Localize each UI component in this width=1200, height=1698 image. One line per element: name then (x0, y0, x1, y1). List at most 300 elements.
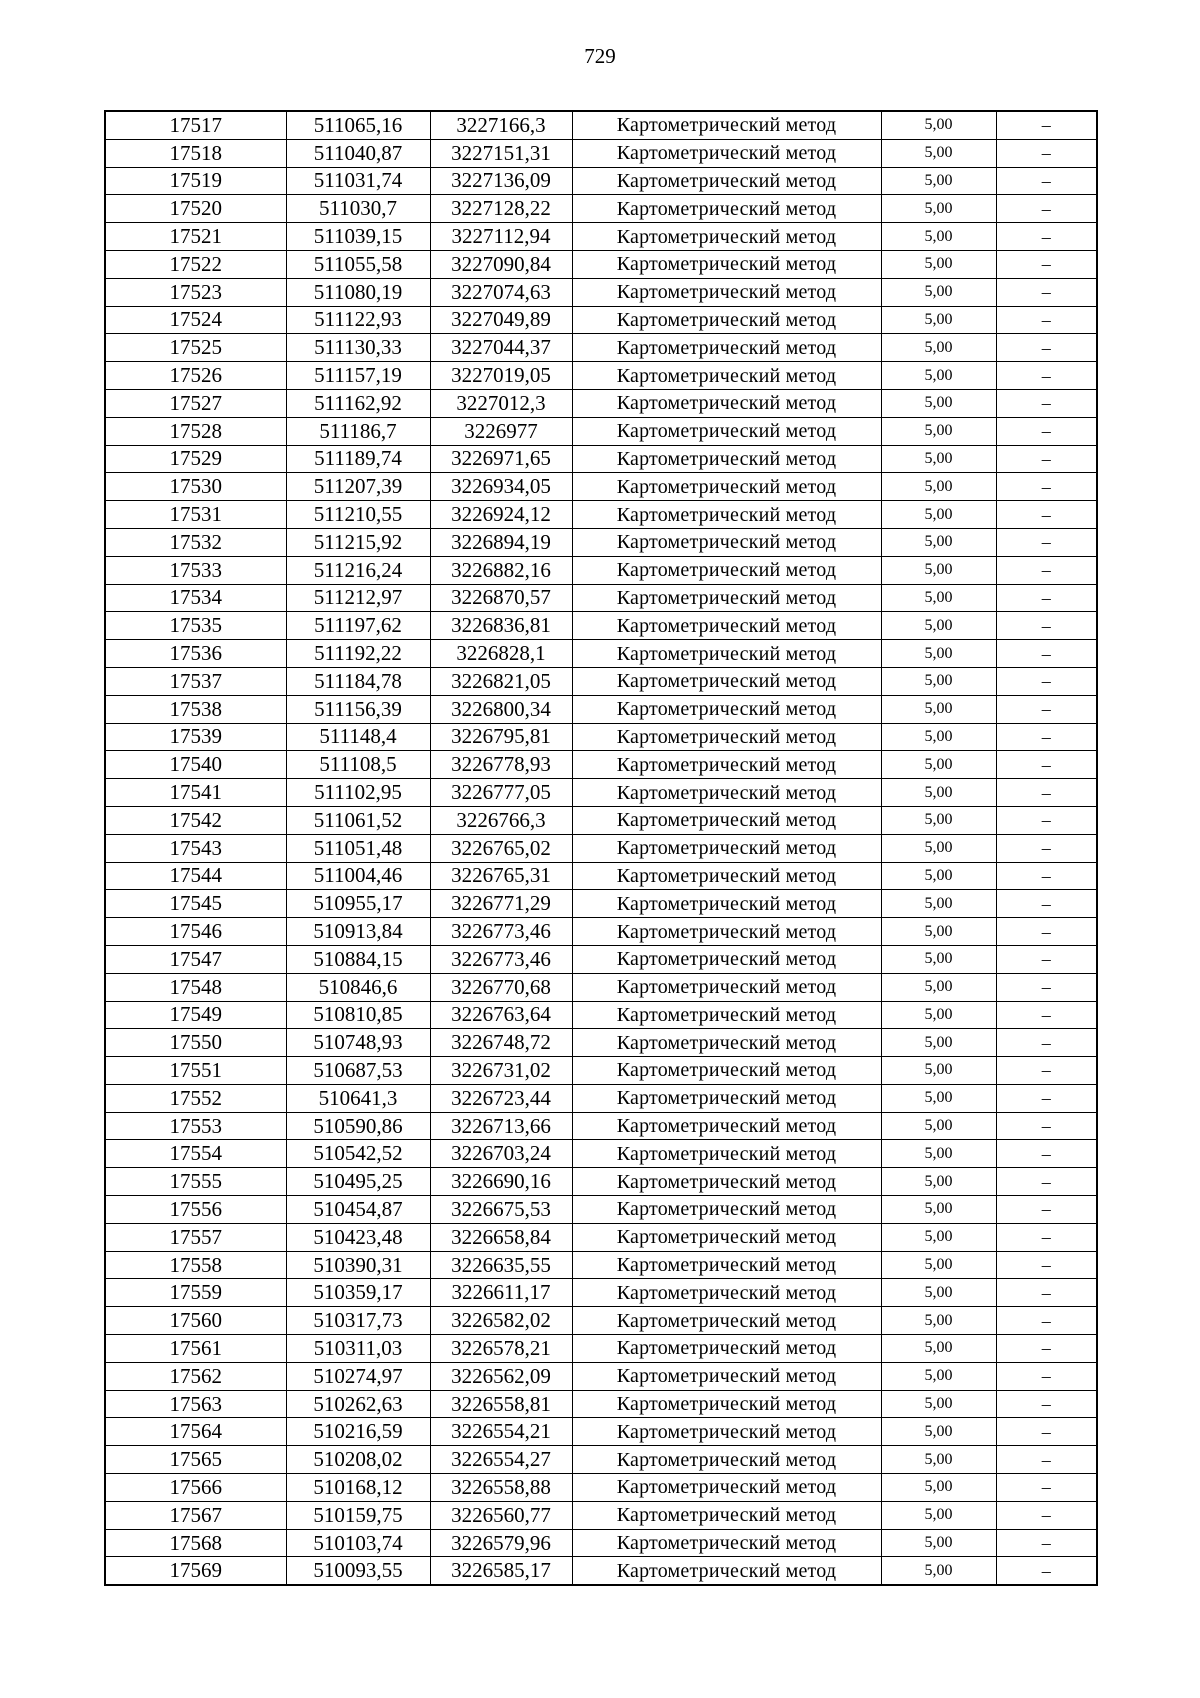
accuracy-cell: 5,00 (881, 751, 996, 779)
accuracy-cell: 5,00 (881, 1529, 996, 1557)
x-coordinate-cell: 511065,16 (286, 111, 430, 139)
point-number-cell: 17543 (105, 834, 286, 862)
x-coordinate-cell: 511192,22 (286, 640, 430, 668)
y-coordinate-cell: 3226731,02 (430, 1057, 572, 1085)
accuracy-cell: 5,00 (881, 1140, 996, 1168)
table-row (105, 528, 1097, 556)
method-cell: Картометрический метод (572, 1168, 881, 1196)
x-coordinate-cell: 510748,93 (286, 1029, 430, 1057)
point-number-cell: 17539 (105, 723, 286, 751)
y-coordinate-cell: 3226870,57 (430, 584, 572, 612)
note-cell: – (996, 723, 1097, 751)
point-number-cell: 17534 (105, 584, 286, 612)
y-coordinate-cell: 3226554,27 (430, 1446, 572, 1474)
note-cell: – (996, 1307, 1097, 1335)
accuracy-cell: 5,00 (881, 1335, 996, 1363)
y-coordinate-cell: 3226778,93 (430, 751, 572, 779)
note-cell: – (996, 834, 1097, 862)
x-coordinate-cell: 511080,19 (286, 278, 430, 306)
method-cell: Картометрический метод (572, 167, 881, 195)
page-number: 729 (584, 44, 616, 68)
x-coordinate-cell: 511055,58 (286, 250, 430, 278)
x-coordinate-cell: 511030,7 (286, 195, 430, 223)
y-coordinate-cell: 3226836,81 (430, 612, 572, 640)
accuracy-cell: 5,00 (881, 501, 996, 529)
accuracy-cell: 5,00 (881, 1223, 996, 1251)
y-coordinate-cell: 3226777,05 (430, 779, 572, 807)
point-number-cell: 17567 (105, 1501, 286, 1529)
accuracy-cell: 5,00 (881, 195, 996, 223)
table-row (105, 918, 1097, 946)
point-number-cell: 17558 (105, 1251, 286, 1279)
accuracy-cell: 5,00 (881, 362, 996, 390)
x-coordinate-cell: 510168,12 (286, 1474, 430, 1502)
note-cell: – (996, 1335, 1097, 1363)
x-coordinate-cell: 510159,75 (286, 1501, 430, 1529)
table-row (105, 1251, 1097, 1279)
note-cell: – (996, 528, 1097, 556)
accuracy-cell: 5,00 (881, 1362, 996, 1390)
method-cell: Картометрический метод (572, 195, 881, 223)
table-row (105, 501, 1097, 529)
accuracy-cell: 5,00 (881, 1196, 996, 1224)
table-row (105, 612, 1097, 640)
x-coordinate-cell: 511210,55 (286, 501, 430, 529)
note-cell: – (996, 1057, 1097, 1085)
y-coordinate-cell: 3226558,81 (430, 1390, 572, 1418)
accuracy-cell: 5,00 (881, 1501, 996, 1529)
method-cell: Картометрический метод (572, 111, 881, 139)
y-coordinate-cell: 3226578,21 (430, 1335, 572, 1363)
method-cell: Картометрический метод (572, 1001, 881, 1029)
accuracy-cell: 5,00 (881, 1557, 996, 1585)
table-row (105, 1029, 1097, 1057)
accuracy-cell: 5,00 (881, 111, 996, 139)
y-coordinate-cell: 3226554,21 (430, 1418, 572, 1446)
y-coordinate-cell: 3226924,12 (430, 501, 572, 529)
point-number-cell: 17537 (105, 667, 286, 695)
table-row (105, 695, 1097, 723)
note-cell: – (996, 1140, 1097, 1168)
method-cell: Картометрический метод (572, 918, 881, 946)
x-coordinate-cell: 511215,92 (286, 528, 430, 556)
accuracy-cell: 5,00 (881, 890, 996, 918)
x-coordinate-cell: 510810,85 (286, 1001, 430, 1029)
table-row (105, 1168, 1097, 1196)
point-number-cell: 17536 (105, 640, 286, 668)
y-coordinate-cell: 3227128,22 (430, 195, 572, 223)
method-cell: Картометрический метод (572, 1029, 881, 1057)
point-number-cell: 17521 (105, 223, 286, 251)
table-row (105, 362, 1097, 390)
note-cell: – (996, 1112, 1097, 1140)
point-number-cell: 17519 (105, 167, 286, 195)
y-coordinate-cell: 3226765,02 (430, 834, 572, 862)
table-row (105, 1557, 1097, 1585)
method-cell: Картометрический метод (572, 751, 881, 779)
method-cell: Картометрический метод (572, 945, 881, 973)
table-row (105, 834, 1097, 862)
x-coordinate-cell: 511039,15 (286, 223, 430, 251)
y-coordinate-cell: 3226558,88 (430, 1474, 572, 1502)
y-coordinate-cell: 3226658,84 (430, 1223, 572, 1251)
accuracy-cell: 5,00 (881, 1029, 996, 1057)
note-cell: – (996, 195, 1097, 223)
method-cell: Картометрический метод (572, 834, 881, 862)
table-row (105, 584, 1097, 612)
point-number-cell: 17538 (105, 695, 286, 723)
point-number-cell: 17560 (105, 1307, 286, 1335)
point-number-cell: 17552 (105, 1084, 286, 1112)
point-number-cell: 17520 (105, 195, 286, 223)
accuracy-cell: 5,00 (881, 528, 996, 556)
y-coordinate-cell: 3226675,53 (430, 1196, 572, 1224)
x-coordinate-cell: 511212,97 (286, 584, 430, 612)
method-cell: Картометрический метод (572, 667, 881, 695)
accuracy-cell: 5,00 (881, 306, 996, 334)
point-number-cell: 17548 (105, 973, 286, 1001)
note-cell: – (996, 1251, 1097, 1279)
y-coordinate-cell: 3226585,17 (430, 1557, 572, 1585)
x-coordinate-cell: 511061,52 (286, 806, 430, 834)
y-coordinate-cell: 3227019,05 (430, 362, 572, 390)
method-cell: Картометрический метод (572, 528, 881, 556)
y-coordinate-cell: 3227074,63 (430, 278, 572, 306)
table-row (105, 890, 1097, 918)
method-cell: Картометрический метод (572, 1446, 881, 1474)
y-coordinate-cell: 3226703,24 (430, 1140, 572, 1168)
note-cell: – (996, 751, 1097, 779)
table-row (105, 195, 1097, 223)
note-cell: – (996, 445, 1097, 473)
x-coordinate-cell: 510641,3 (286, 1084, 430, 1112)
point-number-cell: 17554 (105, 1140, 286, 1168)
x-coordinate-cell: 511207,39 (286, 473, 430, 501)
coordinates-table-body (105, 111, 1097, 1585)
accuracy-cell: 5,00 (881, 584, 996, 612)
method-cell: Картометрический метод (572, 1196, 881, 1224)
note-cell: – (996, 1501, 1097, 1529)
table-row (105, 1112, 1097, 1140)
accuracy-cell: 5,00 (881, 640, 996, 668)
accuracy-cell: 5,00 (881, 1001, 996, 1029)
y-coordinate-cell: 3226748,72 (430, 1029, 572, 1057)
note-cell: – (996, 306, 1097, 334)
table-row (105, 806, 1097, 834)
table-row (105, 1335, 1097, 1363)
note-cell: – (996, 862, 1097, 890)
table-row (105, 1196, 1097, 1224)
accuracy-cell: 5,00 (881, 1446, 996, 1474)
y-coordinate-cell: 3227012,3 (430, 389, 572, 417)
method-cell: Картометрический метод (572, 1223, 881, 1251)
x-coordinate-cell: 510216,59 (286, 1418, 430, 1446)
accuracy-cell: 5,00 (881, 945, 996, 973)
method-cell: Картометрический метод (572, 1557, 881, 1585)
method-cell: Картометрический метод (572, 1335, 881, 1363)
x-coordinate-cell: 511156,39 (286, 695, 430, 723)
point-number-cell: 17564 (105, 1418, 286, 1446)
table-row (105, 779, 1097, 807)
y-coordinate-cell: 3226971,65 (430, 445, 572, 473)
note-cell: – (996, 584, 1097, 612)
table-row (105, 1418, 1097, 1446)
note-cell: – (996, 473, 1097, 501)
method-cell: Картометрический метод (572, 334, 881, 362)
accuracy-cell: 5,00 (881, 223, 996, 251)
accuracy-cell: 5,00 (881, 1251, 996, 1279)
method-cell: Картометрический метод (572, 362, 881, 390)
point-number-cell: 17563 (105, 1390, 286, 1418)
x-coordinate-cell: 510846,6 (286, 973, 430, 1001)
accuracy-cell: 5,00 (881, 417, 996, 445)
method-cell: Картометрический метод (572, 584, 881, 612)
x-coordinate-cell: 510955,17 (286, 890, 430, 918)
method-cell: Картометрический метод (572, 723, 881, 751)
note-cell: – (996, 973, 1097, 1001)
method-cell: Картометрический метод (572, 890, 881, 918)
y-coordinate-cell: 3226765,31 (430, 862, 572, 890)
y-coordinate-cell: 3226560,77 (430, 1501, 572, 1529)
method-cell: Картометрический метод (572, 1474, 881, 1502)
note-cell: – (996, 556, 1097, 584)
table-row (105, 1223, 1097, 1251)
note-cell: – (996, 139, 1097, 167)
accuracy-cell: 5,00 (881, 167, 996, 195)
note-cell: – (996, 1418, 1097, 1446)
point-number-cell: 17568 (105, 1529, 286, 1557)
point-number-cell: 17553 (105, 1112, 286, 1140)
x-coordinate-cell: 510590,86 (286, 1112, 430, 1140)
method-cell: Картометрический метод (572, 1279, 881, 1307)
note-cell: – (996, 362, 1097, 390)
x-coordinate-cell: 511216,24 (286, 556, 430, 584)
accuracy-cell: 5,00 (881, 918, 996, 946)
table-row (105, 389, 1097, 417)
y-coordinate-cell: 3226763,64 (430, 1001, 572, 1029)
accuracy-cell: 5,00 (881, 278, 996, 306)
method-cell: Картометрический метод (572, 1501, 881, 1529)
y-coordinate-cell: 3226773,46 (430, 918, 572, 946)
table-row (105, 1001, 1097, 1029)
note-cell: – (996, 1084, 1097, 1112)
y-coordinate-cell: 3227112,94 (430, 223, 572, 251)
y-coordinate-cell: 3226770,68 (430, 973, 572, 1001)
note-cell: – (996, 250, 1097, 278)
accuracy-cell: 5,00 (881, 695, 996, 723)
x-coordinate-cell: 510423,48 (286, 1223, 430, 1251)
point-number-cell: 17555 (105, 1168, 286, 1196)
accuracy-cell: 5,00 (881, 473, 996, 501)
note-cell: – (996, 1362, 1097, 1390)
method-cell: Картометрический метод (572, 806, 881, 834)
x-coordinate-cell: 510687,53 (286, 1057, 430, 1085)
x-coordinate-cell: 510311,03 (286, 1335, 430, 1363)
y-coordinate-cell: 3226894,19 (430, 528, 572, 556)
note-cell: – (996, 278, 1097, 306)
table-row (105, 945, 1097, 973)
method-cell: Картометрический метод (572, 445, 881, 473)
method-cell: Картометрический метод (572, 1529, 881, 1557)
note-cell: – (996, 1390, 1097, 1418)
accuracy-cell: 5,00 (881, 445, 996, 473)
table-row (105, 223, 1097, 251)
accuracy-cell: 5,00 (881, 973, 996, 1001)
y-coordinate-cell: 3226977 (430, 417, 572, 445)
y-coordinate-cell: 3226562,09 (430, 1362, 572, 1390)
x-coordinate-cell: 511130,33 (286, 334, 430, 362)
y-coordinate-cell: 3226795,81 (430, 723, 572, 751)
point-number-cell: 17531 (105, 501, 286, 529)
method-cell: Картометрический метод (572, 278, 881, 306)
y-coordinate-cell: 3226713,66 (430, 1112, 572, 1140)
table-row (105, 111, 1097, 139)
accuracy-cell: 5,00 (881, 389, 996, 417)
x-coordinate-cell: 510495,25 (286, 1168, 430, 1196)
note-cell: – (996, 1279, 1097, 1307)
method-cell: Картометрический метод (572, 1418, 881, 1446)
point-number-cell: 17559 (105, 1279, 286, 1307)
y-coordinate-cell: 3227044,37 (430, 334, 572, 362)
point-number-cell: 17561 (105, 1335, 286, 1363)
accuracy-cell: 5,00 (881, 1390, 996, 1418)
x-coordinate-cell: 511102,95 (286, 779, 430, 807)
note-cell: – (996, 1196, 1097, 1224)
point-number-cell: 17524 (105, 306, 286, 334)
accuracy-cell: 5,00 (881, 806, 996, 834)
y-coordinate-cell: 3226934,05 (430, 473, 572, 501)
table-row (105, 417, 1097, 445)
note-cell: – (996, 111, 1097, 139)
table-row (105, 1362, 1097, 1390)
note-cell: – (996, 1029, 1097, 1057)
y-coordinate-cell: 3226882,16 (430, 556, 572, 584)
x-coordinate-cell: 511148,4 (286, 723, 430, 751)
x-coordinate-cell: 511162,92 (286, 389, 430, 417)
method-cell: Картометрический метод (572, 640, 881, 668)
note-cell: – (996, 945, 1097, 973)
table-row (105, 667, 1097, 695)
x-coordinate-cell: 510208,02 (286, 1446, 430, 1474)
method-cell: Картометрический метод (572, 1251, 881, 1279)
table-row (105, 1501, 1097, 1529)
accuracy-cell: 5,00 (881, 1279, 996, 1307)
note-cell: – (996, 612, 1097, 640)
accuracy-cell: 5,00 (881, 139, 996, 167)
y-coordinate-cell: 3227166,3 (430, 111, 572, 139)
accuracy-cell: 5,00 (881, 556, 996, 584)
note-cell: – (996, 1446, 1097, 1474)
point-number-cell: 17551 (105, 1057, 286, 1085)
table-row (105, 278, 1097, 306)
x-coordinate-cell: 511051,48 (286, 834, 430, 862)
table-row (105, 640, 1097, 668)
point-number-cell: 17541 (105, 779, 286, 807)
x-coordinate-cell: 511004,46 (286, 862, 430, 890)
method-cell: Картометрический метод (572, 973, 881, 1001)
x-coordinate-cell: 511108,5 (286, 751, 430, 779)
point-number-cell: 17533 (105, 556, 286, 584)
note-cell: – (996, 779, 1097, 807)
note-cell: – (996, 1168, 1097, 1196)
x-coordinate-cell: 510390,31 (286, 1251, 430, 1279)
table-row (105, 473, 1097, 501)
point-number-cell: 17535 (105, 612, 286, 640)
table-row (105, 1140, 1097, 1168)
point-number-cell: 17527 (105, 389, 286, 417)
note-cell: – (996, 167, 1097, 195)
y-coordinate-cell: 3226828,1 (430, 640, 572, 668)
accuracy-cell: 5,00 (881, 250, 996, 278)
point-number-cell: 17525 (105, 334, 286, 362)
method-cell: Картометрический метод (572, 389, 881, 417)
y-coordinate-cell: 3226766,3 (430, 806, 572, 834)
x-coordinate-cell: 511186,7 (286, 417, 430, 445)
point-number-cell: 17557 (105, 1223, 286, 1251)
accuracy-cell: 5,00 (881, 1168, 996, 1196)
method-cell: Картометрический метод (572, 1084, 881, 1112)
method-cell: Картометрический метод (572, 862, 881, 890)
method-cell: Картометрический метод (572, 779, 881, 807)
note-cell: – (996, 389, 1097, 417)
x-coordinate-cell: 511184,78 (286, 667, 430, 695)
point-number-cell: 17566 (105, 1474, 286, 1502)
note-cell: – (996, 334, 1097, 362)
y-coordinate-cell: 3226723,44 (430, 1084, 572, 1112)
x-coordinate-cell: 510454,87 (286, 1196, 430, 1224)
table-row (105, 139, 1097, 167)
x-coordinate-cell: 510542,52 (286, 1140, 430, 1168)
point-number-cell: 17562 (105, 1362, 286, 1390)
y-coordinate-cell: 3226582,02 (430, 1307, 572, 1335)
y-coordinate-cell: 3226800,34 (430, 695, 572, 723)
accuracy-cell: 5,00 (881, 834, 996, 862)
x-coordinate-cell: 510103,74 (286, 1529, 430, 1557)
method-cell: Картометрический метод (572, 306, 881, 334)
accuracy-cell: 5,00 (881, 1418, 996, 1446)
point-number-cell: 17526 (105, 362, 286, 390)
table-row (105, 306, 1097, 334)
y-coordinate-cell: 3227090,84 (430, 250, 572, 278)
x-coordinate-cell: 510093,55 (286, 1557, 430, 1585)
point-number-cell: 17550 (105, 1029, 286, 1057)
coordinates-table (104, 110, 1098, 1586)
point-number-cell: 17529 (105, 445, 286, 473)
point-number-cell: 17547 (105, 945, 286, 973)
note-cell: – (996, 918, 1097, 946)
y-coordinate-cell: 3226773,46 (430, 945, 572, 973)
y-coordinate-cell: 3227151,31 (430, 139, 572, 167)
point-number-cell: 17522 (105, 250, 286, 278)
note-cell: – (996, 890, 1097, 918)
note-cell: – (996, 417, 1097, 445)
table-row (105, 973, 1097, 1001)
accuracy-cell: 5,00 (881, 334, 996, 362)
point-number-cell: 17540 (105, 751, 286, 779)
note-cell: – (996, 695, 1097, 723)
table-row (105, 1057, 1097, 1085)
point-number-cell: 17530 (105, 473, 286, 501)
point-number-cell: 17545 (105, 890, 286, 918)
note-cell: – (996, 1001, 1097, 1029)
x-coordinate-cell: 511197,62 (286, 612, 430, 640)
table-row (105, 167, 1097, 195)
point-number-cell: 17546 (105, 918, 286, 946)
table-row (105, 1279, 1097, 1307)
point-number-cell: 17565 (105, 1446, 286, 1474)
x-coordinate-cell: 510884,15 (286, 945, 430, 973)
method-cell: Картометрический метод (572, 1057, 881, 1085)
